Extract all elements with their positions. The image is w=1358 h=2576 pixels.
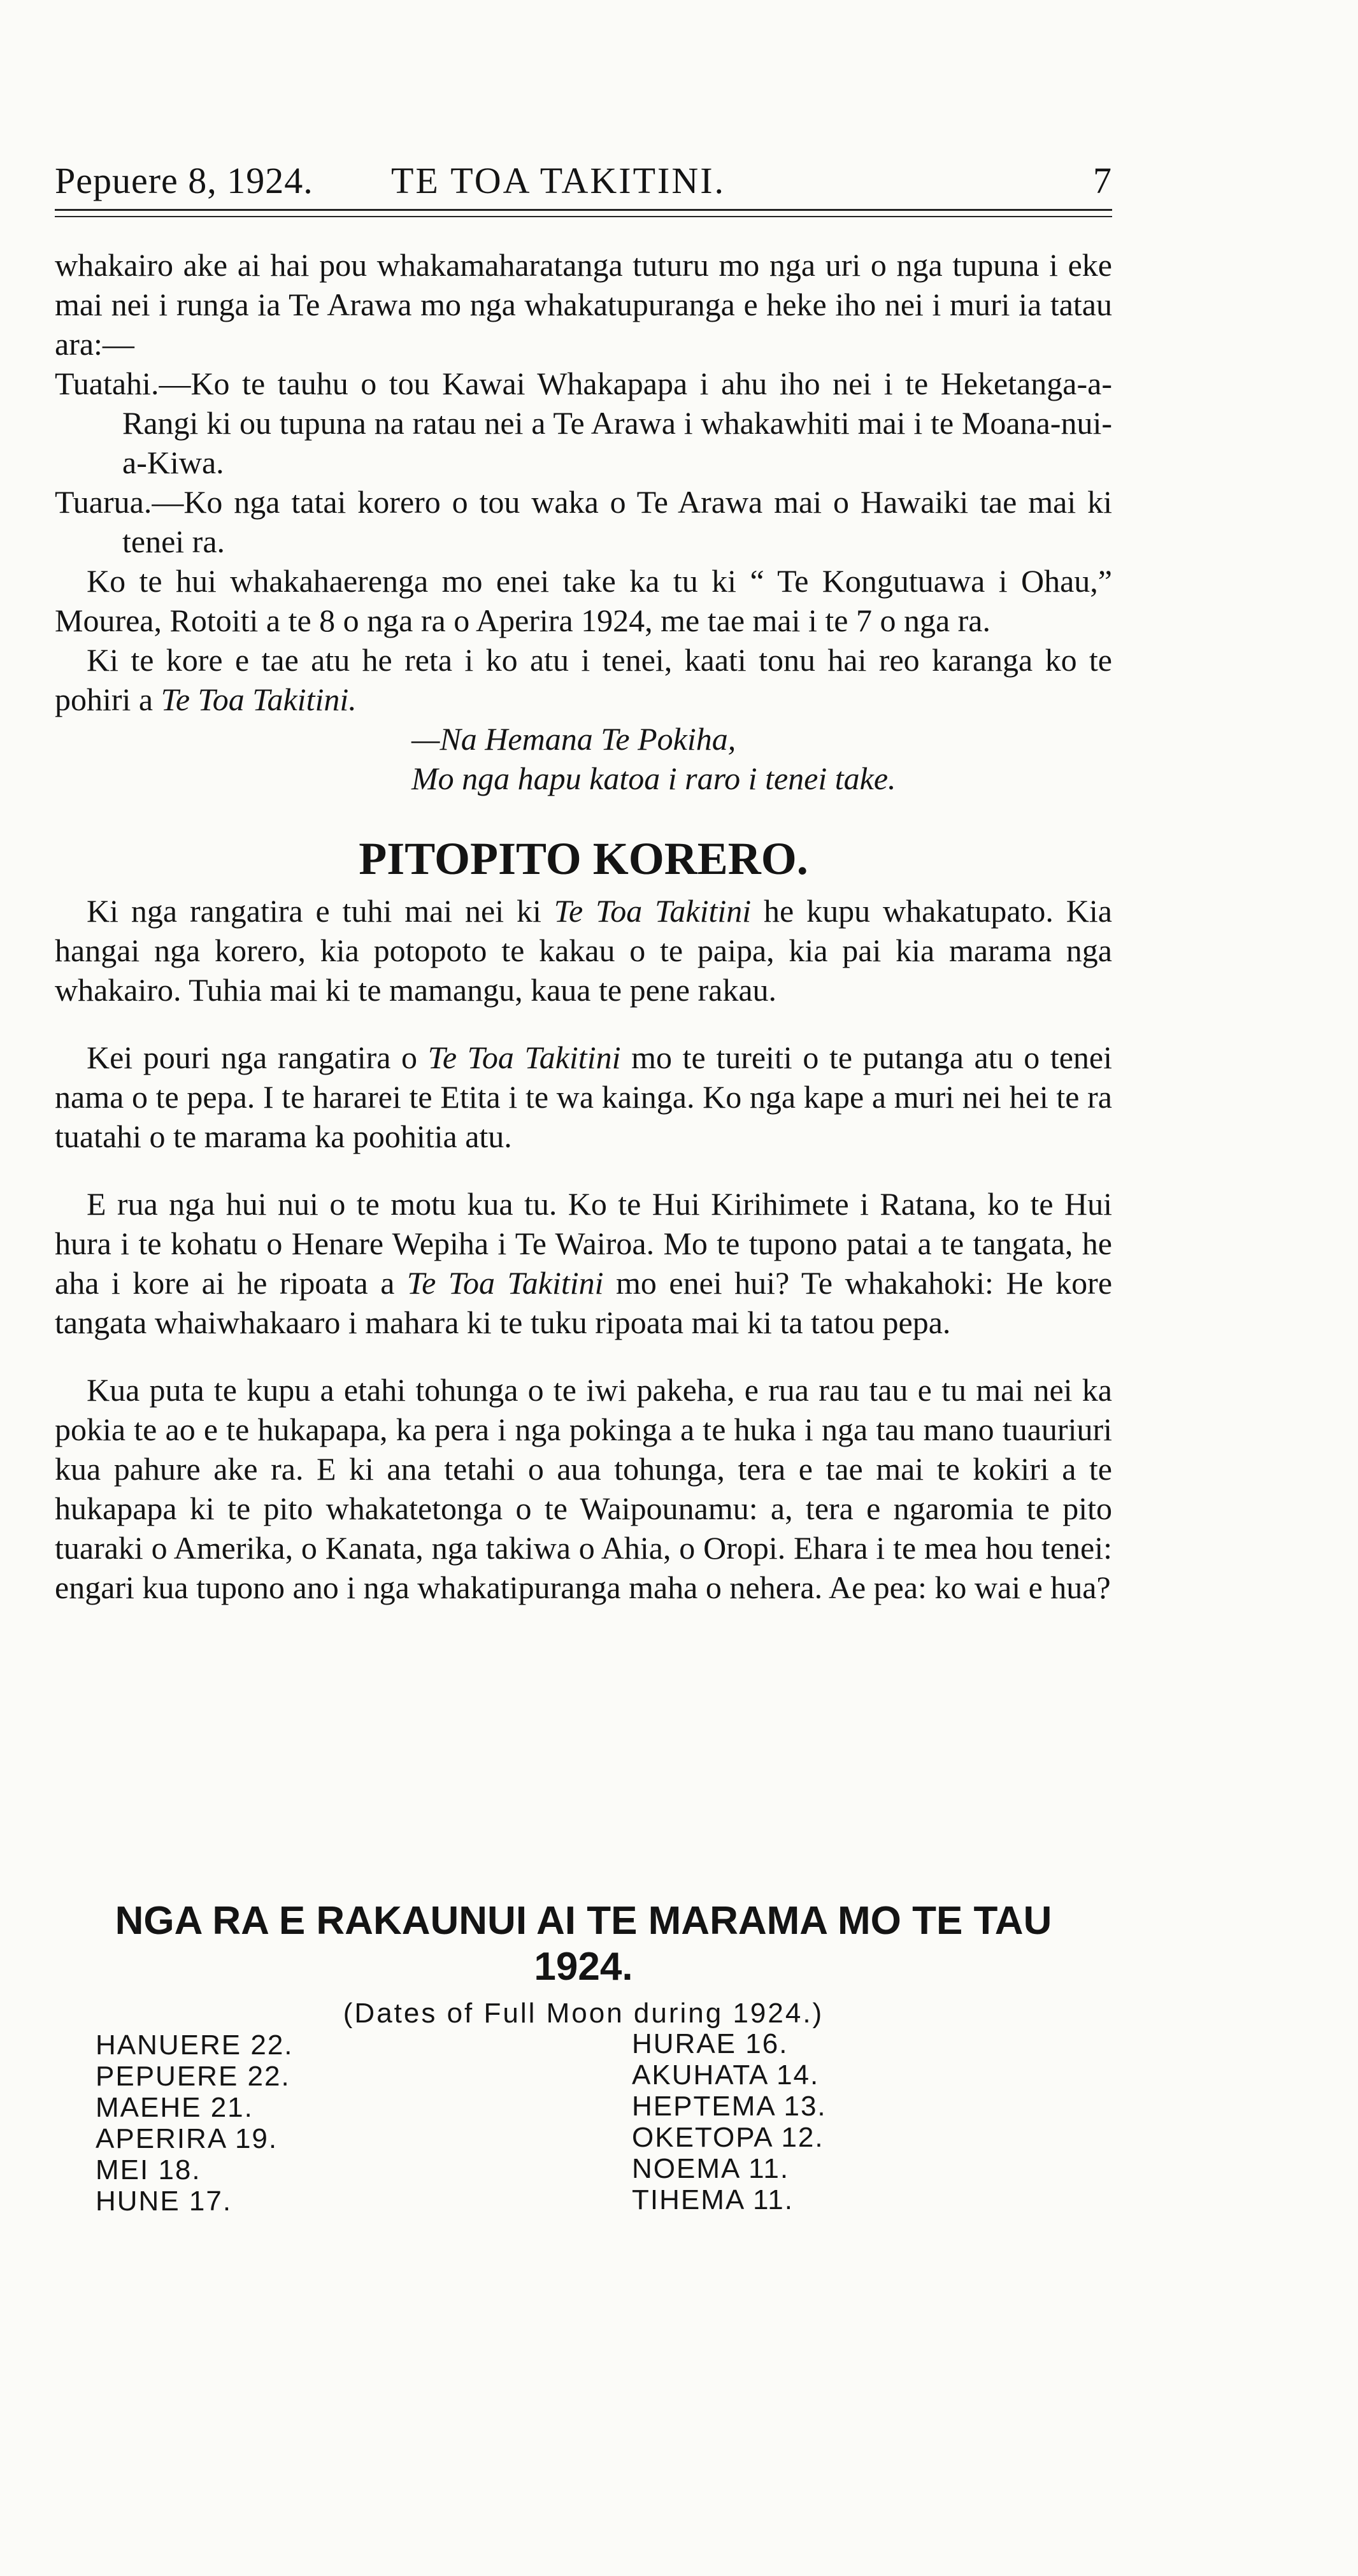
moon-column-left: [96, 2029, 294, 2217]
publication-title: TE TOA TAKITINI.: [391, 160, 726, 201]
full-moon-table: [55, 1898, 1112, 2217]
moon-date-entry: HURAE 16.: [632, 2028, 789, 2059]
news-paragraph-4: Kua puta te kupu a etahi tohunga o te iwi pakeha, e rua rau tau e tu mai nei ka pokia te ao e te hukapapa, ka pera i nga pokinga a te huka i nga tau mano tuauriuri kua pahure ake ra. E ki ana tetahi o aua tohunga, tera e tae mai te kokiri a te hukapapa ki te pito whakatetonga o te Waipounamu: a, tera e ngaromia te pito tuaraki o Amerika, o Kanata, nga takiwa o Ahia, o Oropi. Ehara i te mea hou tenei: engari kua tupono ano i nga whakatipuranga maha o nehera. Ae pea: ko wai e hua?: [55, 1372, 1112, 1605]
news-2-text-b: mo te tureiti o te putanga atu o tenei nama o te pepa. I te hararei te Etita i te wa kainga. Ko nga kape a muri nei hei te ra tuatahi o te marama ka poohitia atu.: [55, 1040, 1113, 1154]
news-2-text-a: Kei pouri nga rangatira o: [87, 1040, 428, 1075]
article-paragraph-invitation: [55, 640, 1112, 719]
section-heading: PITOPITO KORERO.: [359, 833, 808, 884]
news-3-italic: Te Toa Takitini: [406, 1265, 604, 1301]
page-body: [55, 245, 1112, 1607]
signer-affiliation: Mo nga hapu katoa i raro i tenei take.: [411, 761, 896, 796]
article-item-tuarua: Tuarua.—Ko nga tatai korero o tou waka o Te Arawa mai o Hawaiki tae mai ki tenei ra.: [55, 484, 1112, 559]
news-paragraph-2: [55, 1038, 1112, 1156]
running-header: [55, 159, 1112, 204]
article-item-tuatahi: Tuatahi.—Ko te tauhu o tou Kawai Whakapapa i ahu iho nei i te Heketanga-a-Rangi ki ou tupuna na ratau nei a Te Arawa i whakawhiti mai i te Moana-nui-a-Kiwa.: [55, 366, 1112, 480]
moon-date-entry: HUNE 17.: [96, 2186, 232, 2217]
article-paragraph-meeting: Ko te hui whakahaerenga mo enei take ka tu ki “ Te Kongutuawa i Ohau,” Mourea, Rotoiti a te 8 o nga ra o Aperira 1924, me tae mai i te 7 o nga ra.: [55, 563, 1112, 638]
moon-date-entry: PEPUERE 22.: [96, 2061, 290, 2092]
moon-date-entry: HEPTEMA 13.: [632, 2091, 827, 2122]
news-2-italic: Te Toa Takitini: [427, 1040, 621, 1075]
article-paragraph-1: whakairo ake ai hai pou whakamaharatanga tuturu mo nga uri o nga tupuna i eke mai nei i runga ia Te Arawa mo nga whakatupuranga e heke iho nei i muri ia tatau ara:—: [55, 247, 1112, 362]
news-1-text-b: he kupu whakatupato. Kia hangai nga korero, kia potopoto te kakau o te paipa, kia pai kia marama nga whakairo. Tuhia mai ki te mamangu, kaua te pene rakau.: [55, 893, 1112, 1008]
issue-date: Pepuere 8, 1924.: [55, 160, 313, 201]
news-3-text-b: mo enei hui? Te whakahoki: He kore tangata whaiwhakaaro i mahara ki te tuku ripoata mai ki ta tatou pepa.: [55, 1265, 1113, 1340]
moon-date-entry: APERIRA 19.: [96, 2123, 278, 2154]
moon-date-entry: NOEMA 11.: [632, 2153, 790, 2184]
moon-table-title: [55, 1898, 1112, 1990]
moon-table-subtitle: (Dates of Full Moon during 1924.): [343, 1998, 824, 2029]
moon-date-entry: HANUERE 22.: [96, 2029, 294, 2061]
news-1-text-a: Ki nga rangatira e tuhi mai nei ki: [87, 893, 554, 929]
moon-title-line-1: NGA RA E RAKAUNUI AI TE MARAMA MO TE TAU: [115, 1899, 1052, 1943]
header-rule-bottom: [55, 216, 1112, 217]
moon-date-entry: TIHEMA 11.: [632, 2184, 794, 2215]
page-number: 7: [1093, 160, 1112, 201]
news-paragraph-1: [55, 891, 1112, 1010]
moon-date-entry: MAEHE 21.: [96, 2092, 254, 2123]
invitation-italic: Te Toa Takitini.: [161, 682, 357, 717]
signer-name: —Na Hemana Te Pokiha,: [411, 721, 736, 757]
news-1-italic: Te Toa Takitini: [554, 893, 752, 929]
invitation-text: Ki te kore e tae atu he reta i ko atu i tenei, kaati tonu hai reo karanga ko te pohiri a: [55, 642, 1112, 717]
moon-date-entry: AKUHATA 14.: [632, 2059, 820, 2091]
moon-date-entry: MEI 18.: [96, 2154, 201, 2186]
moon-column-right: [632, 2028, 827, 2215]
moon-title-line-2: 1924.: [534, 1945, 633, 1989]
moon-date-entry: OKETOPA 12.: [632, 2122, 824, 2153]
news-paragraph-3: [55, 1184, 1112, 1342]
news-3-text-a: E rua nga hui nui o te motu kua tu. Ko te Hui Kirihimete i Ratana, ko te Hui hura i te kohatu o Henare Wepiha i Te Wairoa. Mo te tupono patai a te tangata, he aha i kore ai he ripoata a: [55, 1186, 1112, 1301]
header-rule-top: [55, 209, 1112, 211]
